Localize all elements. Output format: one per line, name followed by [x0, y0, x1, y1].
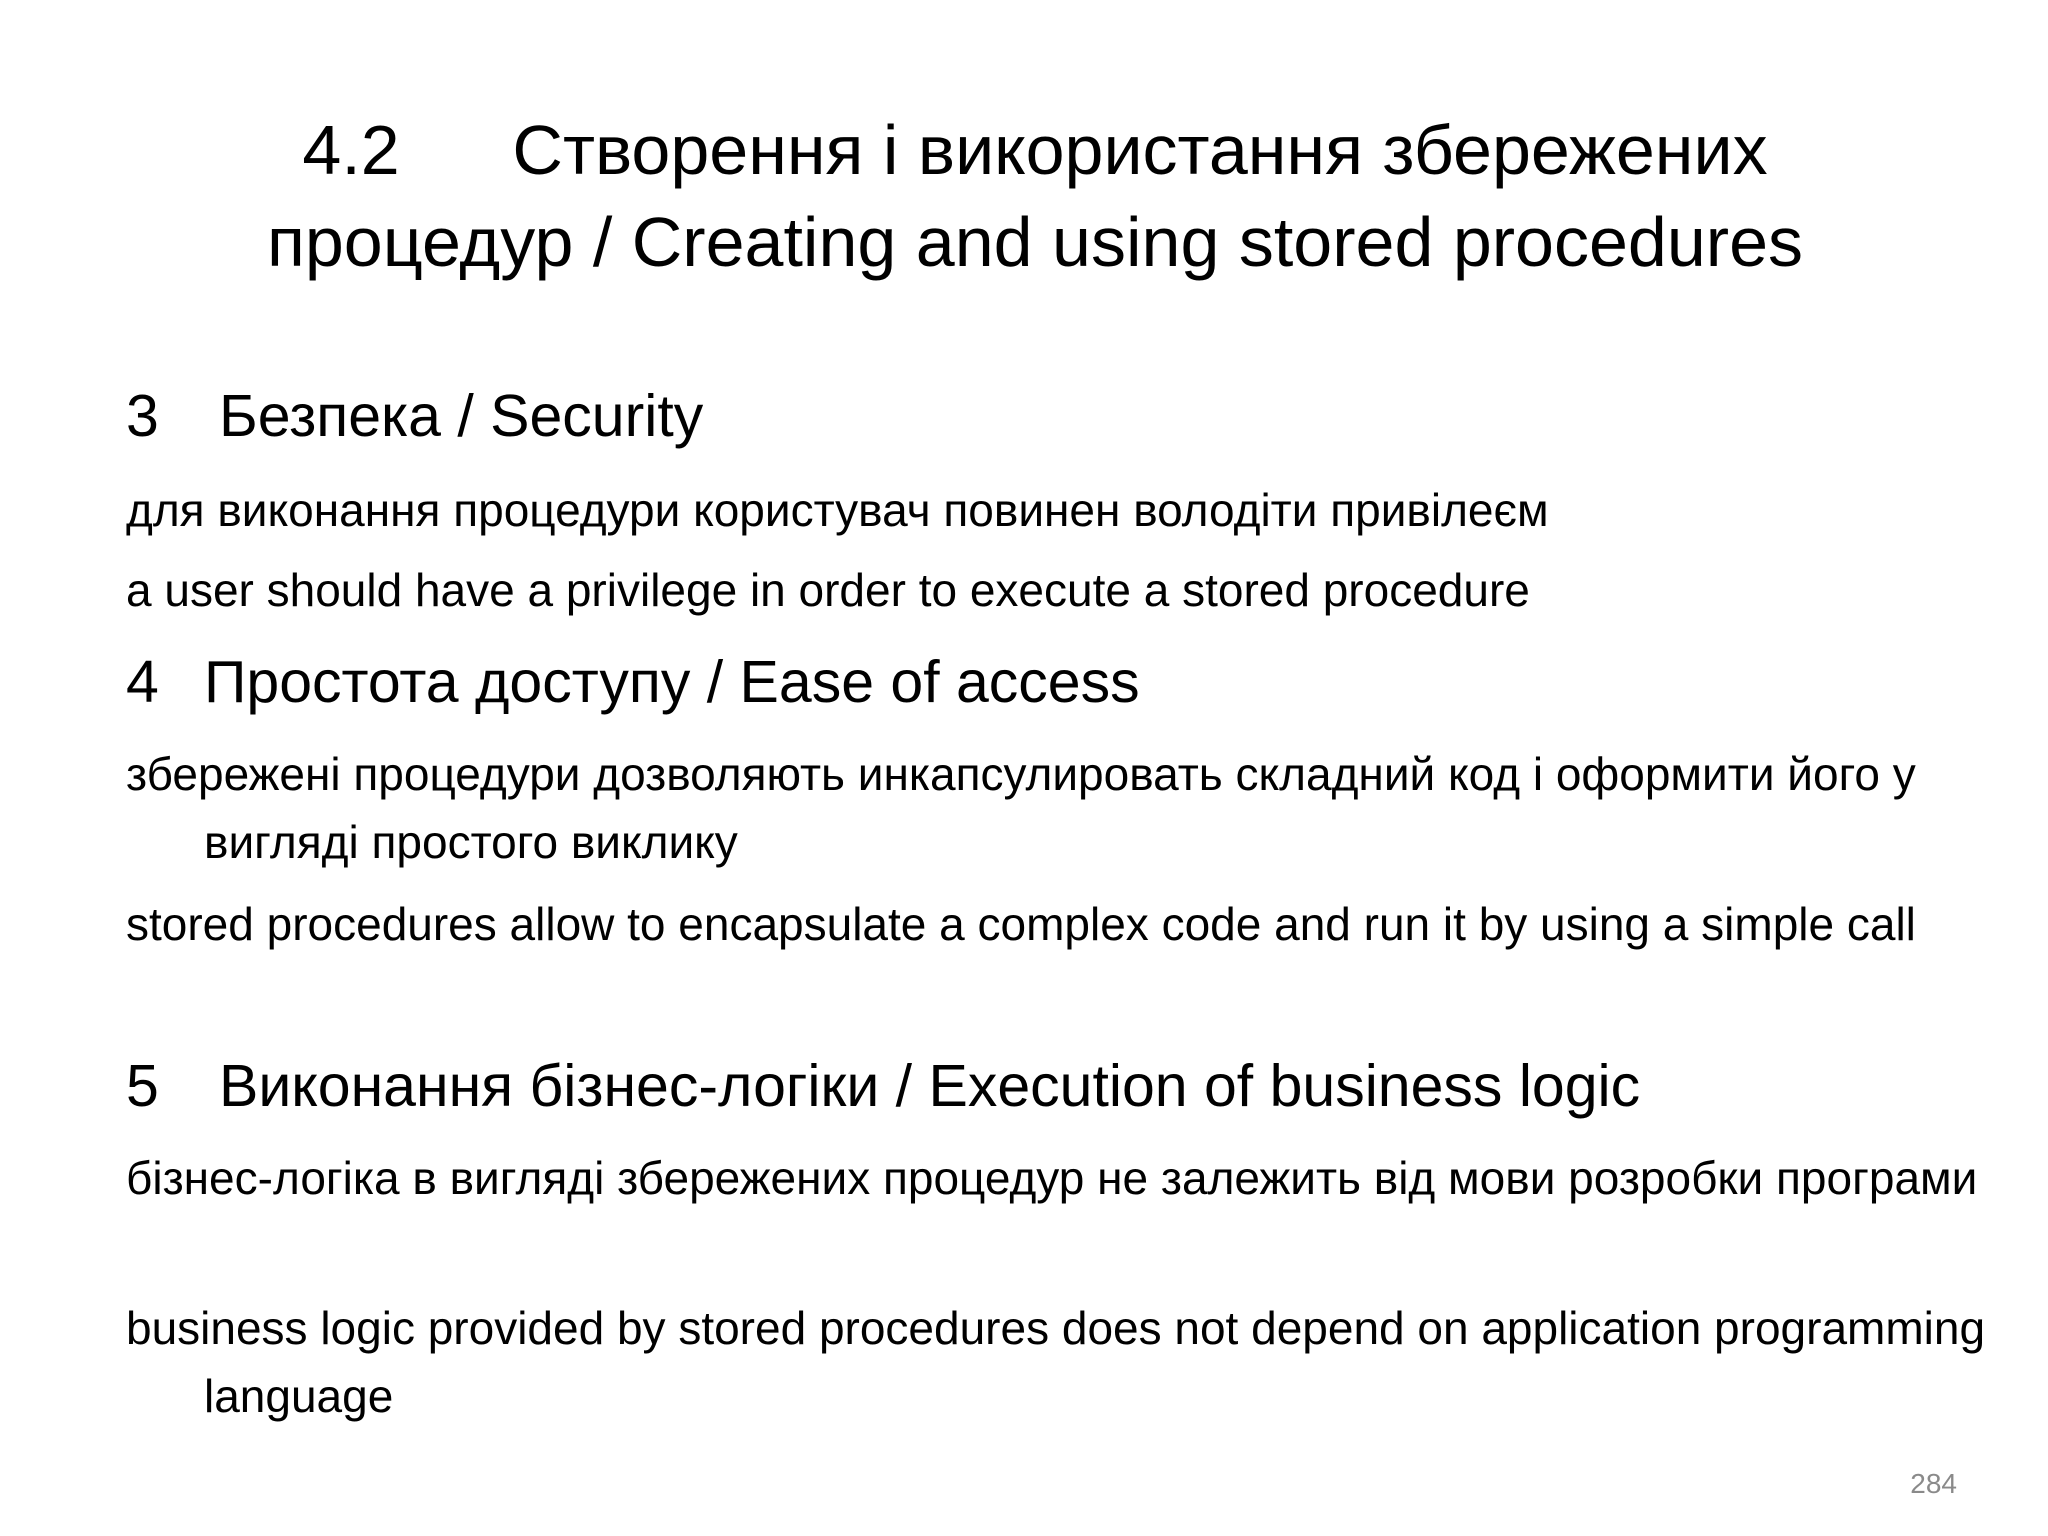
section-number: 3	[126, 383, 159, 449]
slide-title	[120, 104, 1950, 288]
business-paragraph-en: business logic provided by stored procedures does not depend on application programming language	[126, 1302, 1986, 1422]
section-number: 5	[126, 1053, 159, 1119]
section-heading-security	[126, 380, 703, 452]
section-number: 4	[126, 649, 159, 715]
page-number: 284	[1910, 1468, 1957, 1499]
slide-title-line-1	[120, 104, 1950, 196]
section-heading-text: Виконання бізнес-логіки / Execution of business logic	[219, 1053, 1641, 1119]
section-heading-text: Простота доступу / Ease of access	[204, 649, 1140, 715]
slide-title-number: 4.2	[302, 111, 400, 189]
business-paragraph-uk: бізнес-логіка в вигляді збережених процедур не залежить від мови розробки програми	[126, 1152, 1978, 1204]
slide-title-text-1: Створення і використання збережених	[512, 111, 1768, 189]
ease-paragraph-uk: збережені процедури дозволяють инкапсулировать складний код і оформити його у вигляді простого виклику	[126, 748, 1916, 868]
section-heading-text: Безпека / Security	[219, 383, 704, 449]
security-paragraph-en: a user should have a privilege in order to execute a stored procedure	[126, 564, 1530, 616]
security-paragraph-uk: для виконання процедури користувач повинен володіти привілеєм	[126, 484, 1549, 536]
slide-title-line-2: процедур / Creating and using stored procedures	[266, 203, 1804, 281]
section-heading-ease-of-access	[126, 646, 1140, 718]
section-heading-business-logic	[126, 1050, 1640, 1122]
ease-paragraph-en: stored procedures allow to encapsulate a complex code and run it by using a simple call	[126, 898, 1916, 950]
